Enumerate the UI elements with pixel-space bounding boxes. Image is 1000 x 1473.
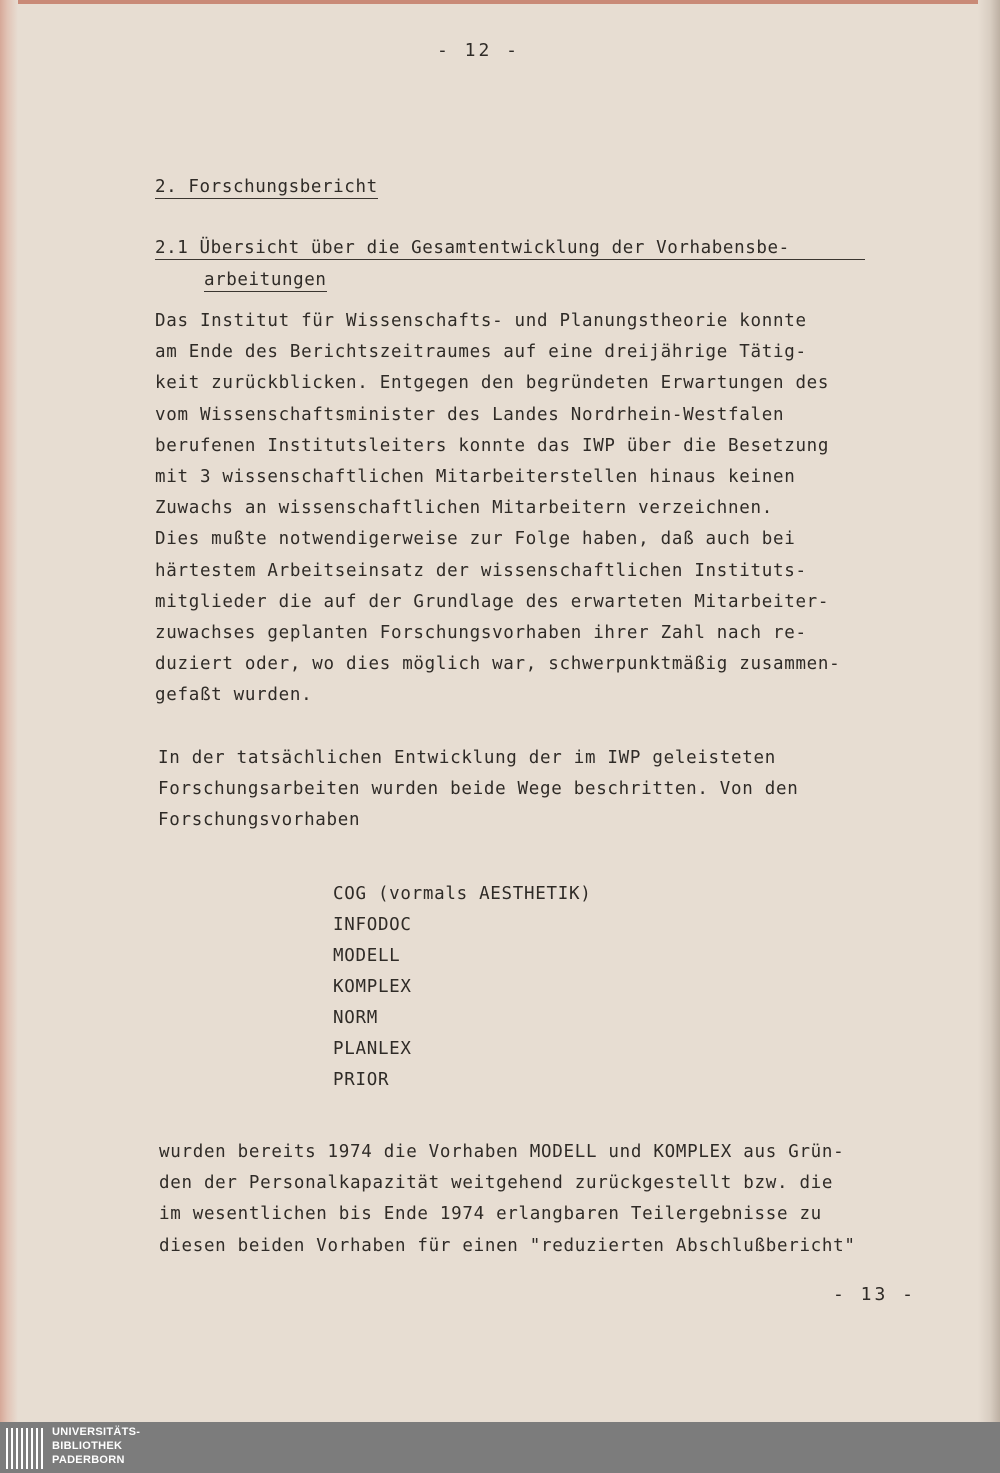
list-item: NORM xyxy=(333,1008,378,1028)
text-line: wurden bereits 1974 die Vorhaben MODELL und KOMPLEX aus Grün- xyxy=(159,1142,845,1162)
text-line: Dies mußte notwendigerweise zur Folge haben, daß auch bei xyxy=(155,529,796,550)
list-item: MODELL xyxy=(333,946,401,966)
list-item: COG (vormals AESTHETIK) xyxy=(333,884,592,904)
paragraph-3 xyxy=(159,1137,856,1262)
text-line: Forschungsarbeiten wurden beide Wege beschritten. Von den xyxy=(158,779,799,800)
page-number: - 12 - xyxy=(437,40,521,61)
text-line: mit 3 wissenschaftlichen Mitarbeiterstellen hinaus keinen xyxy=(155,466,796,487)
list-item: KOMPLEX xyxy=(333,977,412,997)
project-list xyxy=(333,879,591,1096)
university-library-logo-icon xyxy=(6,1426,46,1469)
library-name-line: UNIVERSITÄTS- xyxy=(52,1426,141,1438)
section-heading: 2. Forschungsbericht xyxy=(155,177,378,197)
text-line: duziert oder, wo dies möglich war, schwerpunktmäßig zusammen- xyxy=(155,654,841,675)
subsection-heading-line1: 2.1 Übersicht über die Gesamtentwicklung der Vorhabensbe- xyxy=(155,238,865,260)
page-edge-top xyxy=(0,0,1000,4)
text-line: Das Institut für Wissenschafts- und Planungstheorie konnte xyxy=(155,311,807,331)
text-line: Zuwachs an wissenschaftlichen Mitarbeitern verzeichnen. xyxy=(155,498,773,519)
text-line: mitglieder die auf der Grundlage des erwarteten Mitarbeiter- xyxy=(155,591,830,612)
text-line: am Ende des Berichtszeitraumes auf eine dreijährige Tätig- xyxy=(155,342,807,363)
library-name-line: BIBLIOTHEK xyxy=(52,1440,123,1452)
text-line: Forschungsvorhaben xyxy=(158,810,361,831)
text-line: im wesentlichen bis Ende 1974 erlangbaren Teilergebnisse zu xyxy=(159,1204,822,1225)
paragraph-2 xyxy=(158,743,798,837)
text-line: berufenen Institutsleiters konnte das IWP über die Besetzung xyxy=(155,435,830,456)
text-line: den der Personalkapazität weitgehend zurückgestellt bzw. die xyxy=(159,1173,834,1194)
text-line: gefaßt wurden. xyxy=(155,685,313,706)
text-line: vom Wissenschaftsminister des Landes Nordrhein-Westfalen xyxy=(155,404,785,425)
list-item: PLANLEX xyxy=(333,1039,412,1059)
library-footer xyxy=(0,1422,1000,1473)
text-line: zuwachses geplanten Forschungsvorhaben ihrer Zahl nach re- xyxy=(155,622,807,643)
library-name xyxy=(52,1425,140,1467)
list-item: PRIOR xyxy=(333,1070,390,1090)
text-line: diesen beiden Vorhaben für einen "reduzierten Abschlußbericht" xyxy=(159,1235,856,1256)
next-page-marker: - 13 - xyxy=(833,1284,917,1305)
subsection-heading-line2: arbeitungen xyxy=(204,270,327,290)
paragraph-1 xyxy=(155,306,840,711)
page-edge-left xyxy=(0,0,18,1422)
text-line: härtestem Arbeitseinsatz der wissenschaftlichen Instituts- xyxy=(155,560,807,581)
page-edge-right xyxy=(978,0,1000,1422)
text-line: keit zurückblicken. Entgegen den begründeten Erwartungen des xyxy=(155,373,830,394)
text-line: In der tatsächlichen Entwicklung der im IWP geleisteten xyxy=(158,748,776,768)
list-item: INFODOC xyxy=(333,915,412,935)
library-name-line: PADERBORN xyxy=(52,1454,125,1466)
